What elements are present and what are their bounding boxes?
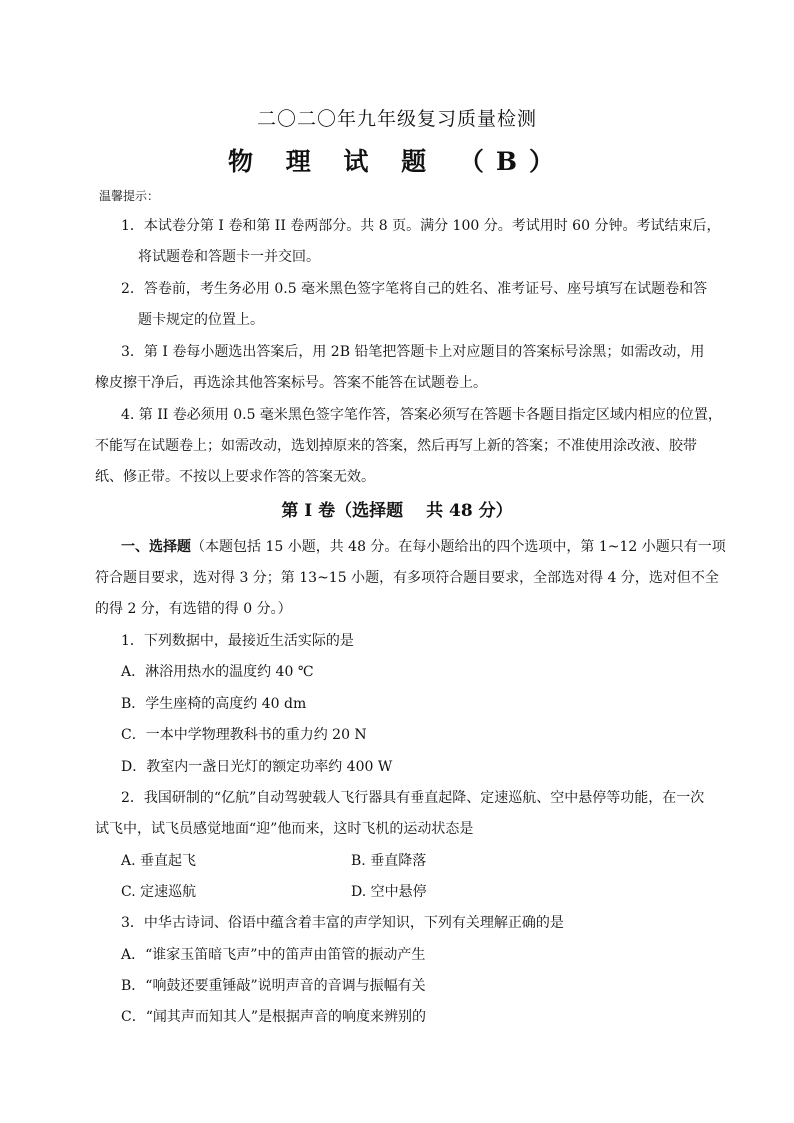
exam-title: 二〇二〇年九年级复习质量检测 (256, 108, 537, 130)
question-1-option-b: B．学生座椅的高度约 40 dm (121, 696, 307, 712)
tip-line: 1．本试卷分第 I 卷和第 II 卷两部分。共 8 页。满分 100 分。考试用时 60 分钟。考试结束后， (121, 218, 721, 234)
tip-line: 4. 第 II 卷必须用 0.5 毫米黑色签字笔作答，答案必须写在答题卡各题目指定区域内相应的位置， (121, 407, 722, 423)
section-intro (121, 537, 726, 557)
question-2-stem-cont: 试飞中，试飞员感觉地面“迎”他而来，这时飞机的运动状态是 (95, 821, 474, 837)
tip-line: 2．答卷前，考生务必用 0.5 毫米黑色签字笔将自己的姓名、准考证号、座号填写在试题卷和答 (121, 281, 708, 297)
question-2-option-c: C. 定速巡航 (121, 884, 197, 900)
tip-line: 不能写在试题卷上；如需改动，选划掉原来的答案，然后再写上新的答案；不准使用涂改液、胶带 (95, 438, 697, 454)
tip-line: 3．第 I 卷每小题选出答案后，用 2B 铅笔把答题卡上对应题目的答案标号涂黑；如需改动，用 (121, 344, 705, 360)
question-2-option-b: B. 垂直降落 (351, 853, 427, 869)
question-3-option-a: A．“谁家玉笛暗飞声”中的笛声由笛管的振动产生 (121, 947, 426, 963)
question-2-option-a: A. 垂直起飞 (121, 853, 197, 869)
tips-label: 温馨提示： (99, 189, 160, 203)
question-1-option-a: A．淋浴用热水的温度约 40 ℃ (121, 664, 314, 680)
question-1-stem: 1．下列数据中，最接近生活实际的是 (121, 633, 354, 649)
section-intro-label: 一、选择题 (121, 539, 191, 555)
question-3-option-b: B．“响鼓还要重锤敲”说明声音的音调与振幅有关 (121, 978, 426, 994)
question-1-option-d: D．教室内一盏日光灯的额定功率约 400 W (121, 759, 393, 775)
tip-line: 纸、修正带。不按以上要求作答的答案无效。 (95, 469, 375, 485)
section-title: 第 I 卷（选择题 共 48 分） (281, 501, 513, 521)
section-intro-line: 的得 2 分，有选错的得 0 分。） (95, 601, 292, 617)
exam-subtitle: 物 理 试 题 （B） (228, 147, 566, 176)
question-2-stem: 2．我国研制的“亿航”自动驾驶载人飞行器具有垂直起降、定速巡航、空中悬停等功能，在一次 (121, 790, 705, 806)
section-intro-text: （本题包括 15 小题，共 48 分。在每小题给出的四个选项中，第 1~12 小题只有一项 (191, 539, 726, 555)
tip-line: 将试题卷和答题卡一并交回。 (138, 249, 320, 265)
question-1-option-c: C．一本中学物理教科书的重力约 20 N (121, 727, 367, 743)
question-3-stem: 3．中华古诗词、俗语中蕴含着丰富的声学知识，下列有关理解正确的是 (121, 915, 564, 931)
tip-line: 题卡规定的位置上。 (138, 312, 264, 328)
question-3-option-c: C．“闻其声而知其人”是根据声音的响度来辨别的 (121, 1009, 427, 1025)
tip-line: 橡皮擦干净后，再选涂其他答案标号。答案不能答在试题卷上。 (95, 375, 487, 391)
section-intro-line: 符合题目要求，选对得 3 分；第 13~15 小题，有多项符合题目要求，全部选对得 4 分，选对但不全 (95, 570, 719, 586)
question-2-option-d: D. 空中悬停 (351, 884, 427, 900)
